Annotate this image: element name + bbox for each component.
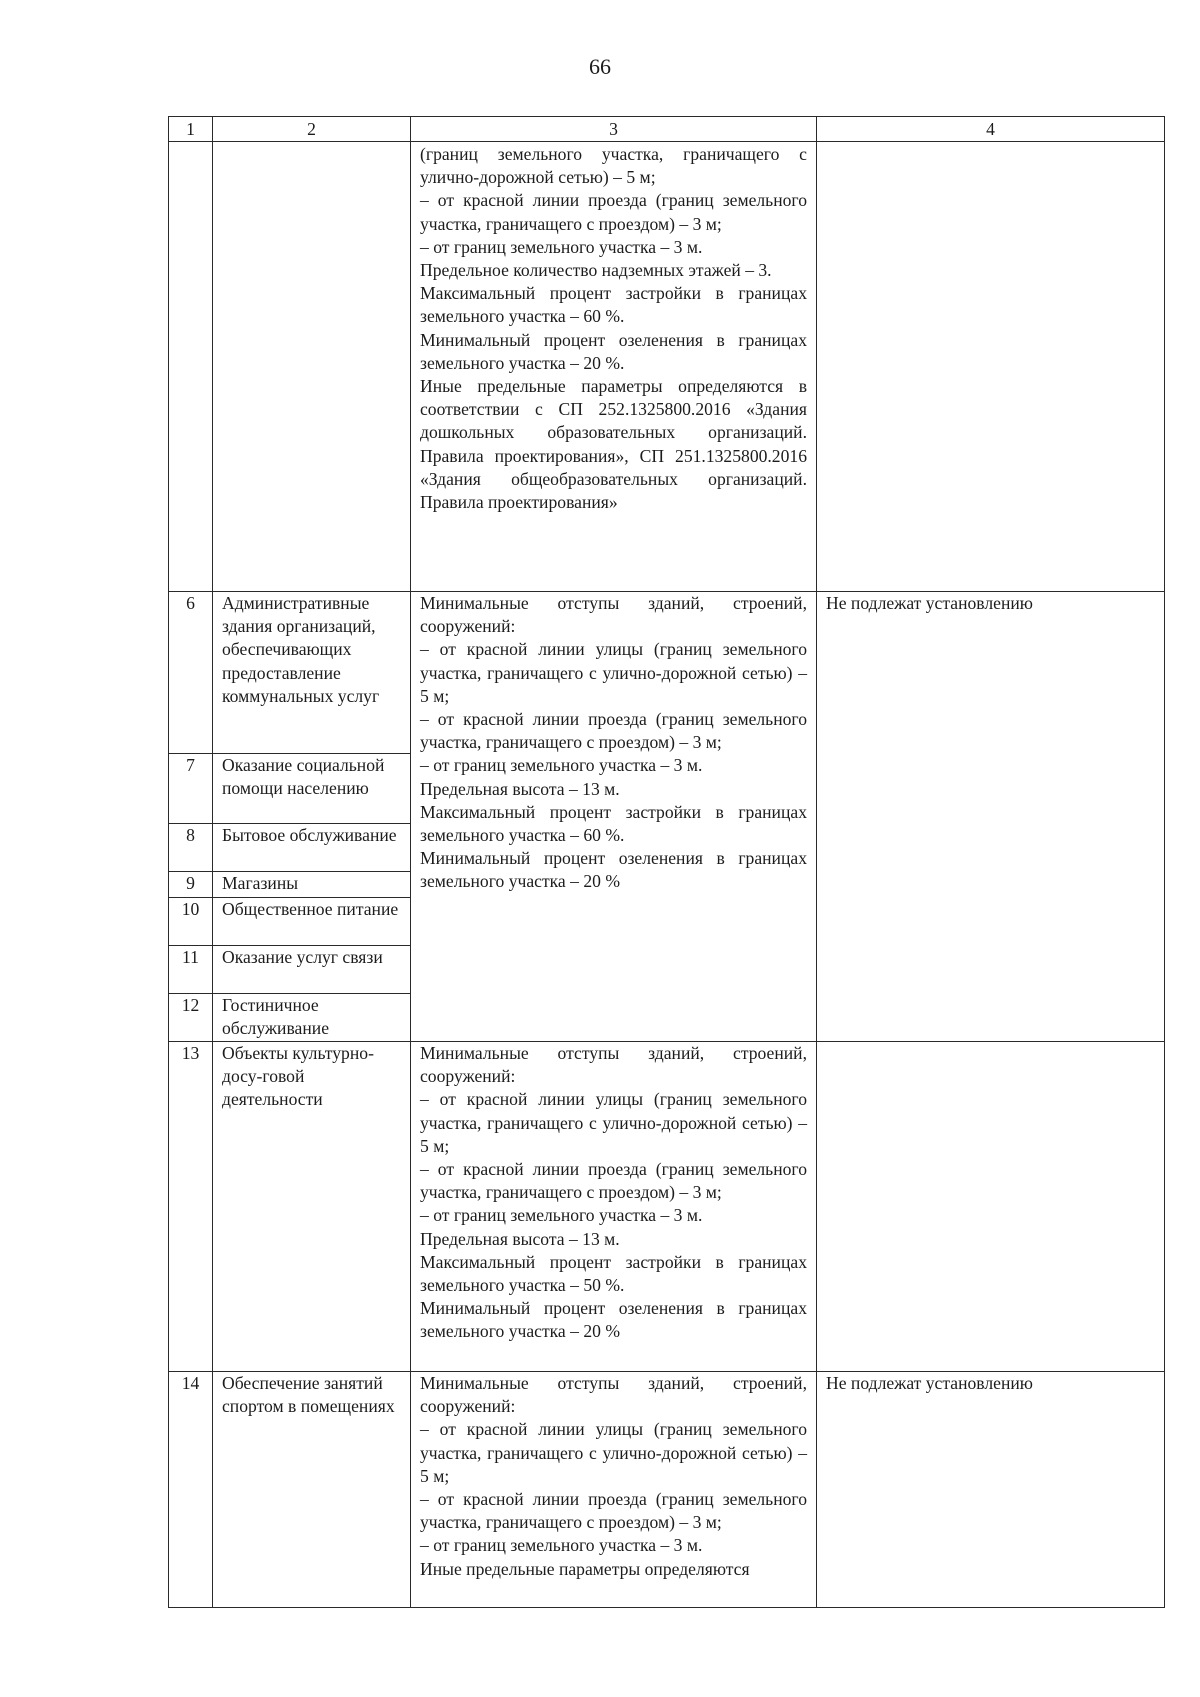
param-line: – от красной линии проезда (границ земельного участка, граничащего с проездом) – 3 м;: [420, 709, 807, 753]
use-type-name: Общественное питание: [213, 898, 411, 946]
row-number: 6: [169, 592, 213, 754]
header-col-4: 4: [817, 117, 1165, 142]
param-line: – от красной линии улицы (границ земельного участка, граничащего с улично-дорожной сетью) – 5 м;: [420, 1419, 807, 1486]
param-line: – от красной линии проезда (границ земельного участка, граничащего с проездом) – 3 м;: [420, 1159, 807, 1203]
param-line: – от границ земельного участка – 3 м.: [420, 236, 703, 257]
row-number: 13: [169, 1042, 213, 1372]
param-line: – от границ земельного участка – 3 м.: [420, 1535, 703, 1556]
param-line: Максимальный процент застройки в границах земельного участка – 60 %.: [420, 801, 807, 846]
table-row-6: [169, 592, 1165, 754]
param-line: Предельная высота – 13 м.: [420, 1228, 620, 1249]
param-line: Предельное количество надземных этажей – 3.: [420, 260, 772, 281]
use-type-name: Магазины: [213, 872, 411, 898]
param-line: – от красной линии проезда (границ земельного участка, граничащего с проездом) – 3 м;: [420, 1489, 807, 1533]
use-type-name: Оказание услуг связи: [213, 946, 411, 994]
row-number: 11: [169, 946, 213, 994]
param-line: Минимальный процент озеленения в границах земельного участка – 20 %: [420, 848, 807, 892]
table-header-row: [169, 117, 1165, 142]
param-line: Предельная высота – 13 м.: [420, 778, 620, 799]
param-line: Минимальный процент озеленения в границах земельного участка – 20 %: [420, 1298, 807, 1342]
param-line: Максимальный процент застройки в границах земельного участка – 50 %.: [420, 1251, 807, 1296]
use-type-name: Бытовое обслуживание: [213, 824, 411, 872]
param-line: Максимальный процент застройки в границах земельного участка – 60 %.: [420, 283, 807, 327]
param-line: Минимальный процент озеленения в границах земельного участка – 20 %.: [420, 329, 807, 373]
row-number: 10: [169, 898, 213, 946]
use-type-name: Оказание социальной помощи населению: [213, 754, 411, 824]
param-line: – от границ земельного участка – 3 м.: [420, 755, 703, 776]
cell-params-14: [411, 1372, 817, 1608]
zoning-parameters-table: [168, 116, 1165, 1608]
cell-restrictions: Не подлежат установлению: [817, 592, 1165, 1042]
cell-params-13: [411, 1042, 817, 1372]
param-line: – от красной линии улицы (границ земельного участка, граничащего с улично-дорожной сетью) – 5 м;: [420, 639, 807, 706]
page-number: 66: [589, 54, 611, 79]
header-col-3: 3: [411, 117, 817, 142]
use-type-name: Обеспечение занятий спортом в помещениях: [213, 1372, 411, 1608]
cell-restrictions-empty: [817, 142, 1165, 592]
table-row-continuation: [169, 142, 1165, 592]
param-line: – от красной линии проезда (границ земельного участка, граничащего с проездом) – 3 м;: [420, 190, 807, 234]
use-type-name: Объекты культурно-досу-говой деятельности: [213, 1042, 411, 1372]
param-line: Иные предельные параметры определяются: [420, 1558, 750, 1579]
row-number: 7: [169, 754, 213, 824]
row-number: 14: [169, 1372, 213, 1608]
table-row-13: [169, 1042, 1165, 1372]
header-col-2: 2: [213, 117, 411, 142]
row-number: 9: [169, 872, 213, 898]
param-line: Иные предельные параметры определяются в соответствии с СП 252.1325800.2016 «Здания дошкольных образовательных организаций. Правила проектирования», СП 251.1325800.2016 «Здания общеобразовательных организаций. Правила проектирования»: [420, 376, 807, 513]
cell-params-continuation: [411, 142, 817, 592]
cell-restrictions: [817, 1042, 1165, 1372]
use-type-name: Административные здания организаций, обеспечивающих предоставление коммунальных услуг: [213, 592, 411, 754]
cell-num-empty: [169, 142, 213, 592]
header-col-1: 1: [169, 117, 213, 142]
table-row-14: [169, 1372, 1165, 1608]
cell-restrictions: Не подлежат установлению: [817, 1372, 1165, 1608]
param-line: Минимальные отступы зданий, строений, сооружений:: [420, 1043, 807, 1087]
row-number: 12: [169, 994, 213, 1042]
param-line: – от границ земельного участка – 3 м.: [420, 1205, 703, 1226]
row-number: 8: [169, 824, 213, 872]
param-line: – от красной линии улицы (границ земельного участка, граничащего с улично-дорожной сетью) – 5 м;: [420, 1089, 807, 1156]
param-line: (границ земельного участка, граничащего с улично-дорожной сетью) – 5 м;: [420, 144, 807, 188]
cell-name-empty: [213, 142, 411, 592]
param-line: Минимальные отступы зданий, строений, сооружений:: [420, 1373, 807, 1417]
param-line: Минимальные отступы зданий, строений, сооружений:: [420, 593, 807, 637]
use-type-name: Гостиничное обслуживание: [213, 994, 411, 1042]
cell-params-group: [411, 592, 817, 1042]
